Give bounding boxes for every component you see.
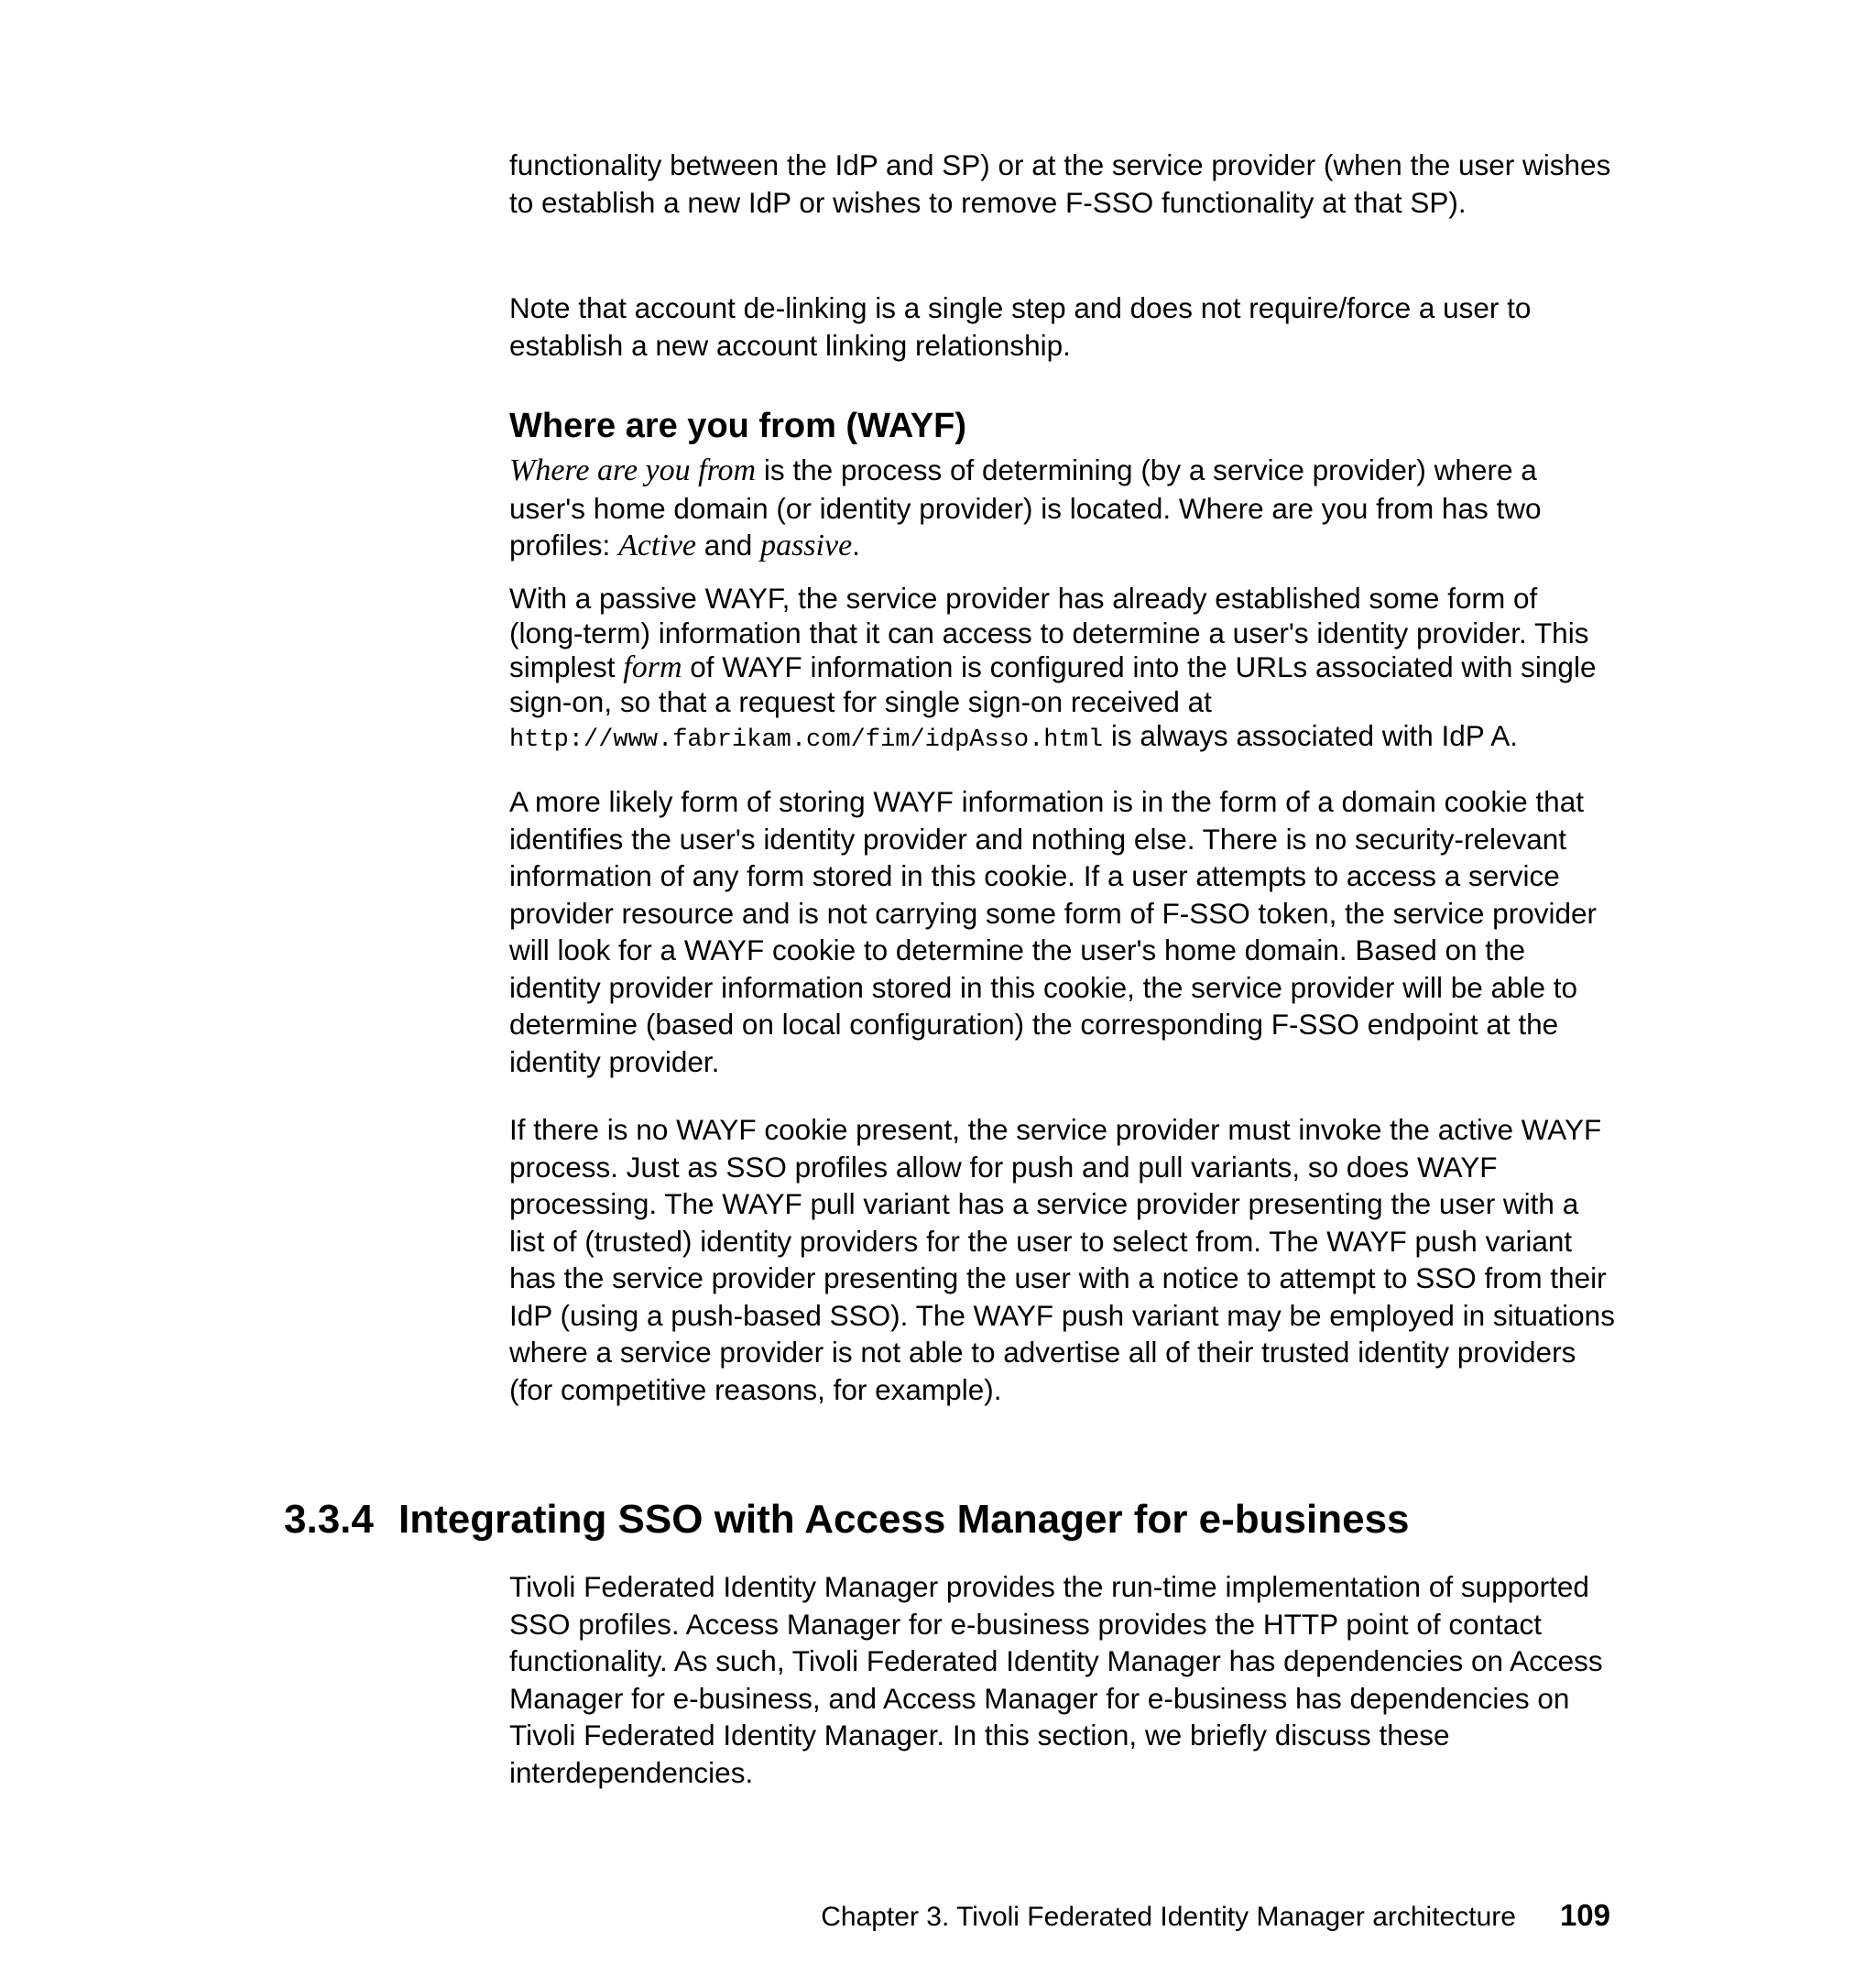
- wayf-and-text: and: [696, 529, 761, 562]
- page-footer: [821, 1898, 1610, 1935]
- section-title: Integrating SSO with Access Manager for e-business: [398, 1497, 1410, 1542]
- term-where-are-you-from: Where are you from: [509, 453, 757, 487]
- sso-url: http://www.fabrikam.com/fim/idpAsso.html: [509, 726, 1104, 754]
- section-heading: [284, 1495, 1410, 1544]
- wayf-heading: Where are you from (WAYF): [509, 407, 967, 445]
- term-form: form: [623, 650, 682, 684]
- paragraph-domain-cookie: A more likely form of storing WAYF information is in the form of a domain cookie that identifies the user's identity provider and nothing else. There is no security-relevant information of any form stored in this cookie. If a user attempts to access a service provider resource and is not carrying some form of F-SSO token, the service provider will look for a WAYF cookie to determine the user's home domain. Based on the identity provider information stored in this cookie, the service provider will be able to determine (based on local configuration) the corresponding F-SSO endpoint at the identity provider.: [509, 785, 1597, 1078]
- term-passive: passive: [760, 529, 853, 562]
- section-number: 3.3.4: [284, 1497, 374, 1542]
- passive-wayf-text-2: of WAYF information is configured into the URLs associated with single sign-on, so that a request for single sign-on received at: [509, 650, 1597, 718]
- term-active: Active: [618, 529, 696, 562]
- passive-wayf-text-1: With a passive WAYF, the service provider has already established some form of (long-term) information that it can access to determine a user's identity provider. This simplest: [509, 582, 1589, 683]
- paragraph-wayf-definition: [509, 452, 1618, 565]
- wayf-definition-text: is the process of determining (by a service provider) where a user's home domain (or identity provider) is located. Where are you from has two profiles:: [509, 453, 1542, 562]
- paragraph-passive-wayf: [509, 582, 1618, 758]
- paragraph-sso-integration: Tivoli Federated Identity Manager provides the run-time implementation of supported SSO profiles. Access Manager for e-business provides the HTTP point of contact functionality. As such, Tivoli Federated Identity Manager has dependencies on Access Manager for e-business, and Access Manager for e-business has dependencies on Tivoli Federated Identity Manager. In this section, we briefly discuss these interdependencies.: [509, 1570, 1603, 1789]
- paragraph-active-wayf: If there is no WAYF cookie present, the service provider must invoke the active WAYF process. Just as SSO profiles allow for push and pull variants, so does WAYF processing. The WAYF pull variant has a service provider presenting the user with a list of (trusted) identity providers for the user to select from. The WAYF push variant has the service provider presenting the user with a notice to attempt to SSO from their IdP (using a push-based SSO). The WAYF push variant may be employed in situations where a service provider is not able to advertise all of their trusted identity providers (for competitive reasons, for example).: [509, 1113, 1615, 1406]
- wayf-period: .: [852, 529, 860, 562]
- paragraph-f-sso-functionality: functionality between the IdP and SP) or at the service provider (when the user wishes to establish a new IdP or wishes to remove F-SSO functionality at that SP).: [509, 148, 1611, 219]
- passive-wayf-text-3: is always associated with IdP A.: [1103, 719, 1518, 752]
- paragraph-account-delinking: Note that account de-linking is a single step and does not require/force a user to establish a new account linking relationship.: [509, 291, 1532, 362]
- footer-chapter: Chapter 3. Tivoli Federated Identity Manager architecture: [821, 1902, 1516, 1932]
- page-number: 109: [1559, 1898, 1610, 1932]
